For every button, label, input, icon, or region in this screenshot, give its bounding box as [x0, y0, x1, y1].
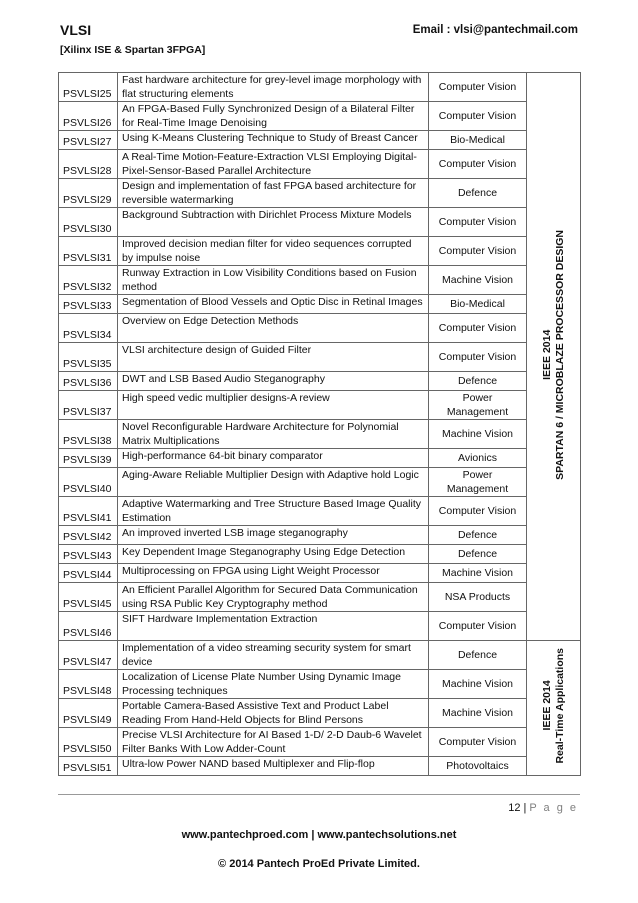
- table-row: [59, 728, 581, 757]
- project-code: PSVLSI49: [59, 699, 118, 728]
- project-code: PSVLSI31: [59, 237, 118, 266]
- project-title: Ultra-low Power NAND based Multiplexer and Flip-flop: [118, 757, 429, 776]
- category-name: SPARTAN 6 / MICROBLAZE PROCESSOR DESIGN: [553, 229, 566, 480]
- project-title: An improved inverted LSB image steganography: [118, 526, 429, 545]
- table-row: [59, 612, 581, 641]
- project-domain: Computer Vision: [429, 612, 527, 641]
- project-code: PSVLSI39: [59, 449, 118, 468]
- project-code: PSVLSI35: [59, 343, 118, 372]
- project-title: VLSI architecture design of Guided Filter: [118, 343, 429, 372]
- table-row: [59, 266, 581, 295]
- project-code: PSVLSI29: [59, 179, 118, 208]
- project-domain: Computer Vision: [429, 102, 527, 131]
- table-row: [59, 150, 581, 179]
- project-domain: Defence: [429, 545, 527, 564]
- project-domain: Computer Vision: [429, 208, 527, 237]
- category-label-realtime: [527, 641, 581, 776]
- project-title: Improved decision median filter for video sequences corrupted by impulse noise: [118, 237, 429, 266]
- category-name: Real-Time Applications: [553, 648, 566, 764]
- project-code: PSVLSI45: [59, 583, 118, 612]
- project-title: Aging-Aware Reliable Multiplier Design with Adaptive hold Logic: [118, 468, 429, 497]
- project-title: An Efficient Parallel Algorithm for Secured Data Communication using RSA Public Key Cryptography method: [118, 583, 429, 612]
- table-row: [59, 391, 581, 420]
- project-title: Portable Camera-Based Assistive Text and Product Label Reading From Hand-Held Objects for Blind Persons: [118, 699, 429, 728]
- table-row: [59, 526, 581, 545]
- table-row: [59, 131, 581, 150]
- project-domain: Defence: [429, 526, 527, 545]
- category-label-spartan6: [527, 73, 581, 641]
- table-row: [59, 641, 581, 670]
- header-email: Email : vlsi@pantechmail.com: [412, 24, 578, 36]
- footer-websites: www.pantechproed.com | www.pantechsolutions.net: [181, 829, 457, 841]
- project-domain: Computer Vision: [429, 728, 527, 757]
- table-row: [59, 699, 581, 728]
- project-domain: Defence: [429, 372, 527, 391]
- project-domain: Computer Vision: [429, 237, 527, 266]
- project-code: PSVLSI43: [59, 545, 118, 564]
- project-domain: Machine Vision: [429, 670, 527, 699]
- table-row: [59, 208, 581, 237]
- project-domain: Machine Vision: [429, 266, 527, 295]
- table-row: [59, 179, 581, 208]
- project-domain: Photovoltaics: [429, 757, 527, 776]
- table-row: [59, 420, 581, 449]
- project-title: Overview on Edge Detection Methods: [118, 314, 429, 343]
- category-year: IEEE 2014: [540, 329, 553, 380]
- category-year: IEEE 2014: [540, 680, 553, 732]
- project-title: Novel Reconfigurable Hardware Architecture for Polynomial Matrix Multiplications: [118, 420, 429, 449]
- project-domain: NSA Products: [429, 583, 527, 612]
- project-title: Using K-Means Clustering Technique to Study of Breast Cancer: [118, 131, 429, 150]
- project-title: Precise VLSI Architecture for AI Based 1-D/ 2-D Daub-6 Wavelet Filter Banks With Low Adder-Count: [118, 728, 429, 757]
- table-row: [59, 237, 581, 266]
- document-subtitle: [Xilinx ISE & Spartan 3FPGA]: [60, 44, 206, 56]
- project-domain: Bio-Medical: [429, 295, 527, 314]
- project-domain: Machine Vision: [429, 420, 527, 449]
- project-code: PSVLSI46: [59, 612, 118, 641]
- project-title: Fast hardware architecture for grey-level image morphology with flat structuring elements: [118, 73, 429, 102]
- table-row: [59, 295, 581, 314]
- project-title: Segmentation of Blood Vessels and Optic Disc in Retinal Images: [118, 295, 429, 314]
- project-code: PSVLSI27: [59, 131, 118, 150]
- project-domain: Power Management: [429, 391, 527, 420]
- project-title: High-performance 64-bit binary comparator: [118, 449, 429, 468]
- project-code: PSVLSI42: [59, 526, 118, 545]
- project-code: PSVLSI41: [59, 497, 118, 526]
- project-code: PSVLSI50: [59, 728, 118, 757]
- table-row: [59, 73, 581, 102]
- project-title: Runway Extraction in Low Visibility Conditions based on Fusion method: [118, 266, 429, 295]
- project-title: Multiprocessing on FPGA using Light Weight Processor: [118, 564, 429, 583]
- project-table: [58, 72, 581, 776]
- project-code: PSVLSI32: [59, 266, 118, 295]
- table-row: [59, 545, 581, 564]
- project-domain: Avionics: [429, 449, 527, 468]
- project-code: PSVLSI47: [59, 641, 118, 670]
- project-code: PSVLSI48: [59, 670, 118, 699]
- project-code: PSVLSI25: [59, 73, 118, 102]
- project-title: Background Subtraction with Dirichlet Process Mixture Models: [118, 208, 429, 237]
- project-domain: Computer Vision: [429, 150, 527, 179]
- project-domain: Machine Vision: [429, 564, 527, 583]
- table-row: [59, 564, 581, 583]
- project-code: PSVLSI34: [59, 314, 118, 343]
- table-row: [59, 757, 581, 776]
- page-label: P a g e: [529, 802, 578, 814]
- project-code: PSVLSI37: [59, 391, 118, 420]
- project-title: DWT and LSB Based Audio Steganography: [118, 372, 429, 391]
- project-title: A Real-Time Motion-Feature-Extraction VLSI Employing Digital-Pixel-Sensor-Based Parallel Architecture: [118, 150, 429, 179]
- table-row: [59, 449, 581, 468]
- project-code: PSVLSI26: [59, 102, 118, 131]
- project-code: PSVLSI40: [59, 468, 118, 497]
- project-code: PSVLSI36: [59, 372, 118, 391]
- project-domain: Bio-Medical: [429, 131, 527, 150]
- project-domain: Defence: [429, 641, 527, 670]
- table-row: [59, 372, 581, 391]
- project-title: Adaptive Watermarking and Tree Structure Based Image Quality Estimation: [118, 497, 429, 526]
- project-domain: Defence: [429, 179, 527, 208]
- project-domain: Computer Vision: [429, 73, 527, 102]
- table-row: [59, 314, 581, 343]
- table-row: [59, 670, 581, 699]
- project-code: PSVLSI38: [59, 420, 118, 449]
- project-code: PSVLSI30: [59, 208, 118, 237]
- footer-divider: [58, 794, 580, 795]
- table-row: [59, 468, 581, 497]
- project-domain: Computer Vision: [429, 314, 527, 343]
- project-title: Key Dependent Image Steganography Using Edge Detection: [118, 545, 429, 564]
- page-number: 12 | P a g e: [508, 802, 578, 814]
- project-code: PSVLSI33: [59, 295, 118, 314]
- project-domain: Machine Vision: [429, 699, 527, 728]
- table-row: [59, 497, 581, 526]
- project-title: Design and implementation of fast FPGA based architecture for reversible watermarking: [118, 179, 429, 208]
- document-title: VLSI: [60, 22, 92, 38]
- table-row: [59, 343, 581, 372]
- project-code: PSVLSI28: [59, 150, 118, 179]
- page-number-value: 12: [508, 802, 521, 814]
- project-title: High speed vedic multiplier designs-A review: [118, 391, 429, 420]
- project-title: An FPGA-Based Fully Synchronized Design of a Bilateral Filter for Real-Time Image Denoising: [118, 102, 429, 131]
- table-row: [59, 583, 581, 612]
- table-row: [59, 102, 581, 131]
- project-domain: Computer Vision: [429, 497, 527, 526]
- project-title: Localization of License Plate Number Using Dynamic Image Processing techniques: [118, 670, 429, 699]
- project-title: Implementation of a video streaming security system for smart device: [118, 641, 429, 670]
- project-domain: Computer Vision: [429, 343, 527, 372]
- project-domain: Power Management: [429, 468, 527, 497]
- footer-copyright: © 2014 Pantech ProEd Private Limited.: [218, 858, 420, 870]
- project-title: SIFT Hardware Implementation Extraction: [118, 612, 429, 641]
- project-code: PSVLSI51: [59, 757, 118, 776]
- project-code: PSVLSI44: [59, 564, 118, 583]
